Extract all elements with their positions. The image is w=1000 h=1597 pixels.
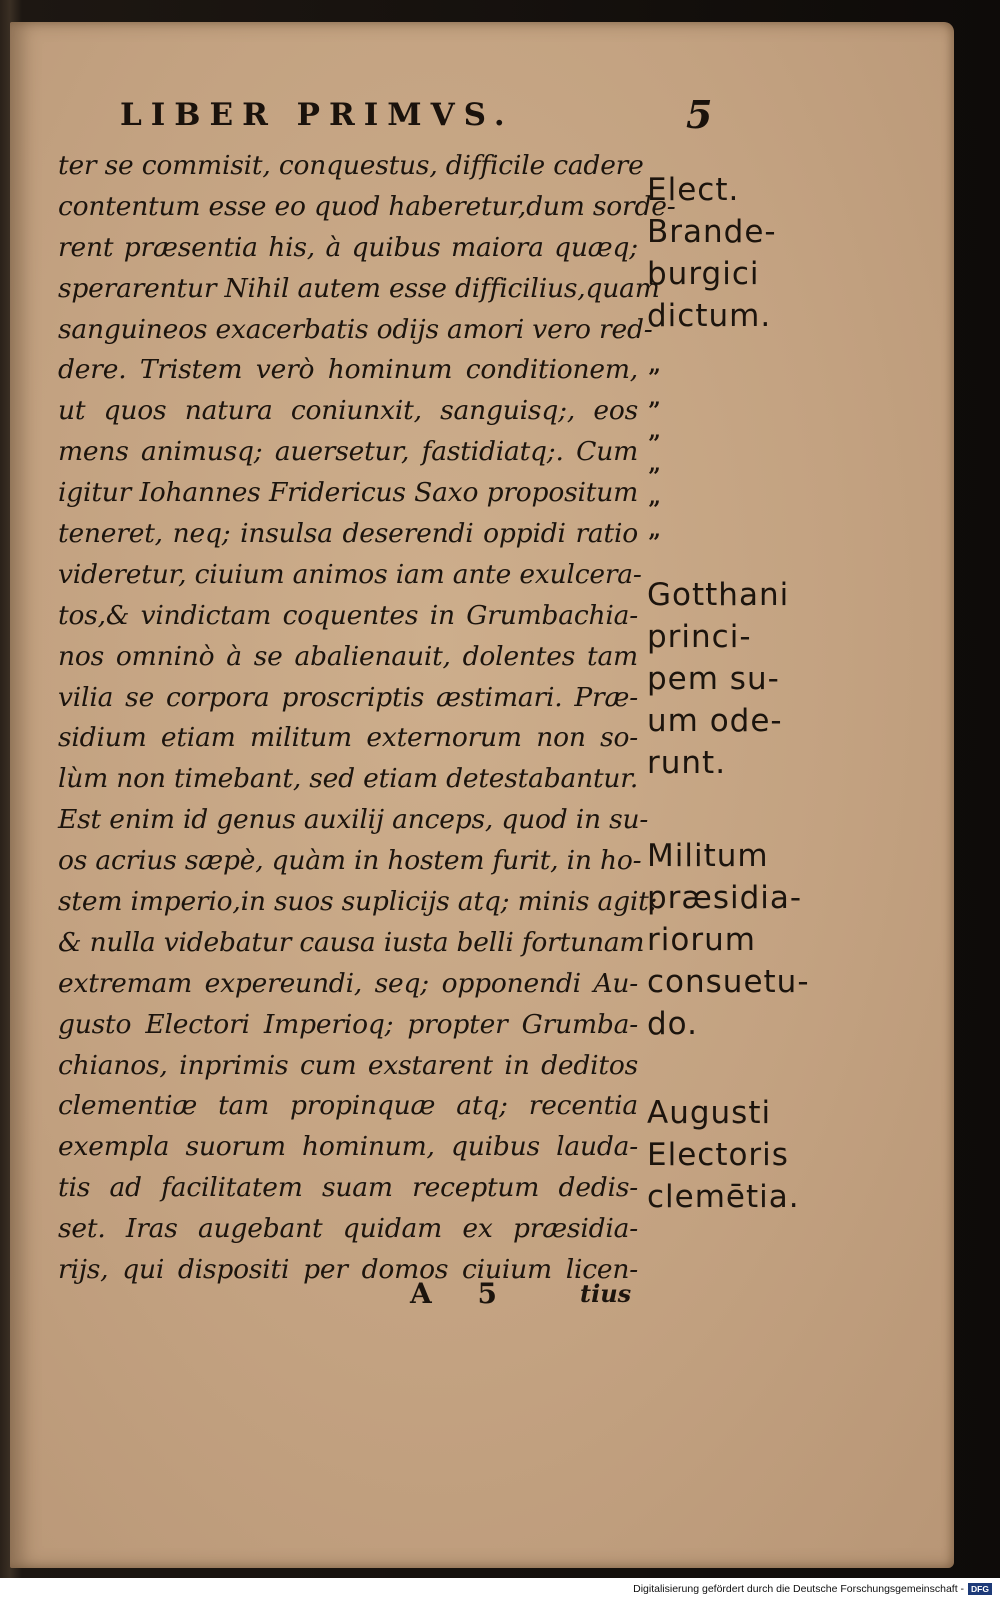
marginal-note-line: riorum [647,922,756,958]
text-line: vilia se corpora proscriptis æstimari. Præ- [58,681,638,713]
text-line: igitur Iohannes Fridericus Saxo propositum [58,477,638,509]
text-line: tos,& vindictam coquentes in Grumbachia- [58,599,638,631]
marginal-note-line: runt. [647,745,727,781]
text-line: chianos, inprimis cum exstarent in deditos [58,1049,638,1081]
marginal-note-line: princi- [647,619,752,655]
text-line: & nulla videbatur causa iusta belli fortunam [58,926,645,958]
page-number: 5 [686,92,713,137]
marginal-note-gotthani [647,574,847,784]
quote-mark: ” [648,530,661,556]
text-line: Est enim id genus auxilij anceps, quod in su- [58,804,649,836]
quotation-marks-column [648,362,688,560]
quote-mark: ” [648,431,661,457]
marginal-note-line: Gotthani [647,577,790,613]
marginal-note-line: do. [647,1006,698,1042]
marginal-note-line: Militum [647,838,769,874]
quote-mark: ” [648,497,661,523]
catchword: tius [580,1279,632,1308]
text-line: lùm non timebant, sed etiam detestabantur. [58,763,639,795]
quote-mark: ” [648,464,661,490]
text-line: rijs, qui dispositi per domos ciuium licen- [58,1254,638,1286]
marginal-note-line: præsidia- [647,880,803,916]
main-text-block [58,146,676,1291]
text-line: gusto Electori Imperioq; propter Grumba- [58,1008,638,1040]
text-line: tis ad facilitatem suam receptum dedis- [58,1172,638,1204]
quote-mark: ” [648,365,661,391]
marginal-note-line: burgici [647,256,760,292]
credit-text: Digitalisierung gefördert durch die Deutsche Forschungsgemeinschaft - [633,1583,965,1595]
marginal-note-militum [647,835,847,1045]
text-line: sperarentur Nihil autem esse difficilius,quam [58,272,660,304]
text-line: exempla suorum hominum, quibus lauda- [58,1131,638,1163]
marginal-note-line: dictum. [647,298,772,334]
text-line: os acrius sæpè, quàm in hostem furit, in ho- [58,845,642,877]
signature-mark: A 5 [410,1277,515,1310]
marginal-note-line: Electoris [647,1137,789,1173]
text-line: sidium etiam militum externorum non so- [58,722,638,754]
text-line: stem imperio,in suos suplicijs atq; minis agit: [58,886,658,918]
book-page [10,22,954,1568]
marginal-note-line: consuetu- [647,964,810,1000]
dfg-logo: DFG [968,1583,992,1595]
text-line: extremam expereundi, seq; opponendi Au- [58,967,638,999]
marginal-note-line: Augusti [647,1095,772,1131]
marginal-note-line: Brande- [647,214,777,250]
text-line: rent præsentia his, à quibus maiora quæq; [58,231,638,263]
marginal-note-line: pem su- [647,661,780,697]
digitization-credit [0,1581,992,1597]
text-line: teneret, neq; insulsa deserendi oppidi ratio [58,518,638,550]
marginal-note-augusti [647,1092,847,1218]
text-line: dere. Tristem verò hominum conditionem, [58,354,638,386]
marginal-note-line: um ode- [647,703,783,739]
text-line: sanguineos exacerbatis odijs amori vero red- [58,313,653,345]
marginal-note-line: clemētia. [647,1179,800,1215]
running-head: LIBER PRIMVS. [120,97,514,133]
text-line: contentum esse eo quod haberetur,dum sorde- [58,190,676,222]
text-line: nos omninò à se abalienauit, dolentes tam [58,640,638,672]
text-line: mens animusq; auersetur, fastidiatq;. Cum [58,436,638,468]
text-line: videretur, ciuium animos iam ante exulcera- [58,558,642,590]
quote-mark: ” [648,398,661,424]
marginal-note-elect [647,169,847,337]
text-line: ter se commisit, conquestus, difficile cadere [58,150,644,181]
marginal-note-line: Elect. [647,172,740,208]
text-line: set. Iras augebant quidam ex præsidia- [58,1213,638,1245]
text-line: ut quos natura coniunxit, sanguisq;, eos [58,395,638,427]
text-line: clementiæ tam propinquæ atq; recentia [58,1090,638,1122]
